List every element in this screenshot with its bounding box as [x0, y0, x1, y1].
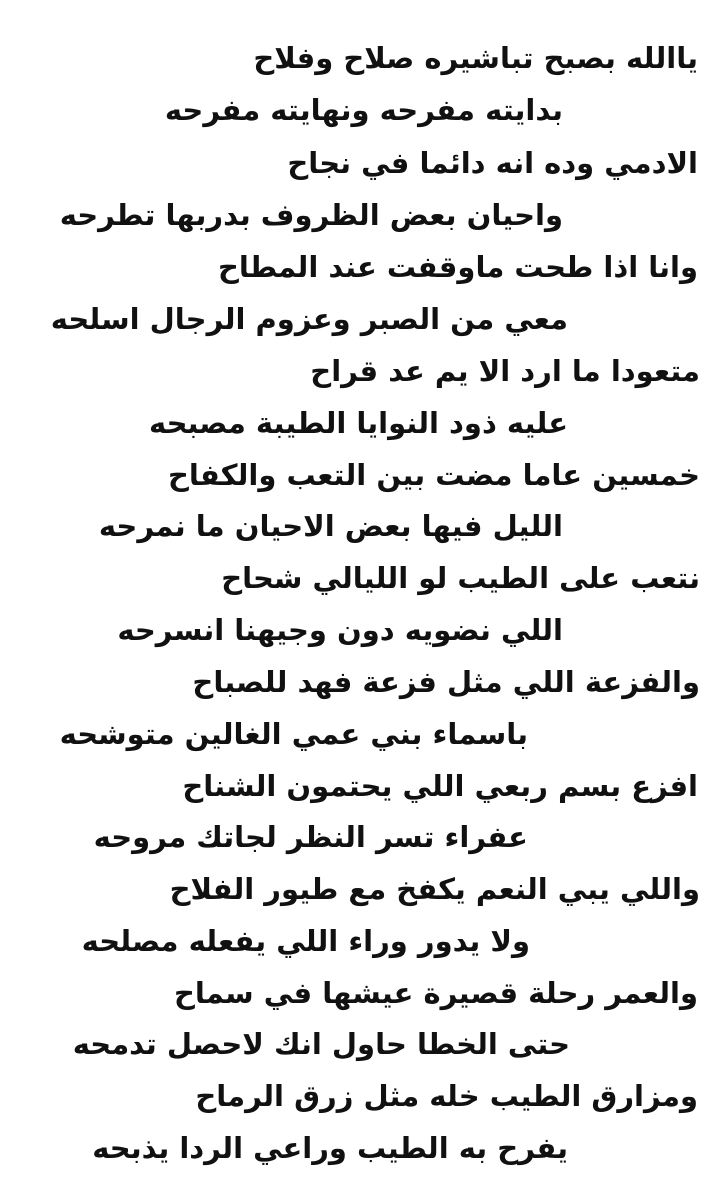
- poem-line-5: وانا اذا طحت ماوقفت عند المطاح: [217, 250, 698, 284]
- poem-line-2: بدايته مفرحه ونهايته مفرحه: [164, 93, 563, 127]
- poem-line-19: والعمر رحلة قصيرة عيشها في سماح: [173, 976, 698, 1010]
- poem-line-15: افزع بسم ربعي اللي يحتمون الشناح: [182, 769, 698, 803]
- poem-line-4: واحيان بعض الظروف بدربها تطرحه: [59, 198, 563, 232]
- poem-line-9: خمسين عاما مضت بين التعب والكفاح: [168, 458, 700, 492]
- poem-line-7: متعودا ما ارد الا يم عد قراح: [310, 354, 700, 388]
- poem-line-8: عليه ذود النوايا الطيبة مصبحه: [148, 406, 568, 440]
- poem-line-6: معي من الصبر وعزوم الرجال اسلحه: [50, 302, 568, 336]
- poem-line-11: نتعب على الطيب لو الليالي شحاح: [221, 561, 700, 595]
- poem-line-10: الليل فيها بعض الاحيان ما نمرحه: [98, 509, 563, 543]
- poem-line-12: اللي نضويه دون وجيهنا انسرحه: [117, 613, 563, 647]
- poem-line-16: عفراء تسر النظر لجاتك مروحه: [93, 820, 528, 854]
- poem-line-17: واللي يبي النعم يكفخ مع طيور الفلاح: [169, 872, 700, 906]
- poem-line-13: والفزعة اللي مثل فزعة فهد للصباح: [192, 665, 700, 699]
- poem-line-1: ياالله بصبح تباشيره صلاح وفلاح: [253, 41, 698, 75]
- poem-line-18: ولا يدور وراء اللي يفعله مصلحه: [81, 924, 530, 958]
- poem-line-21: ومزارق الطيب خله مثل زرق الرماح: [195, 1079, 698, 1113]
- poem-line-22: يفرح به الطيب وراعي الردا يذبحه: [92, 1131, 568, 1165]
- poem-line-14: باسماء بني عمي الغالين متوشحه: [59, 717, 528, 751]
- poem-line-3: الادمي وده انه دائما في نجاح: [287, 146, 698, 180]
- poem-line-20: حتى الخطا حاول انك لاحصل تدمحه: [72, 1027, 570, 1061]
